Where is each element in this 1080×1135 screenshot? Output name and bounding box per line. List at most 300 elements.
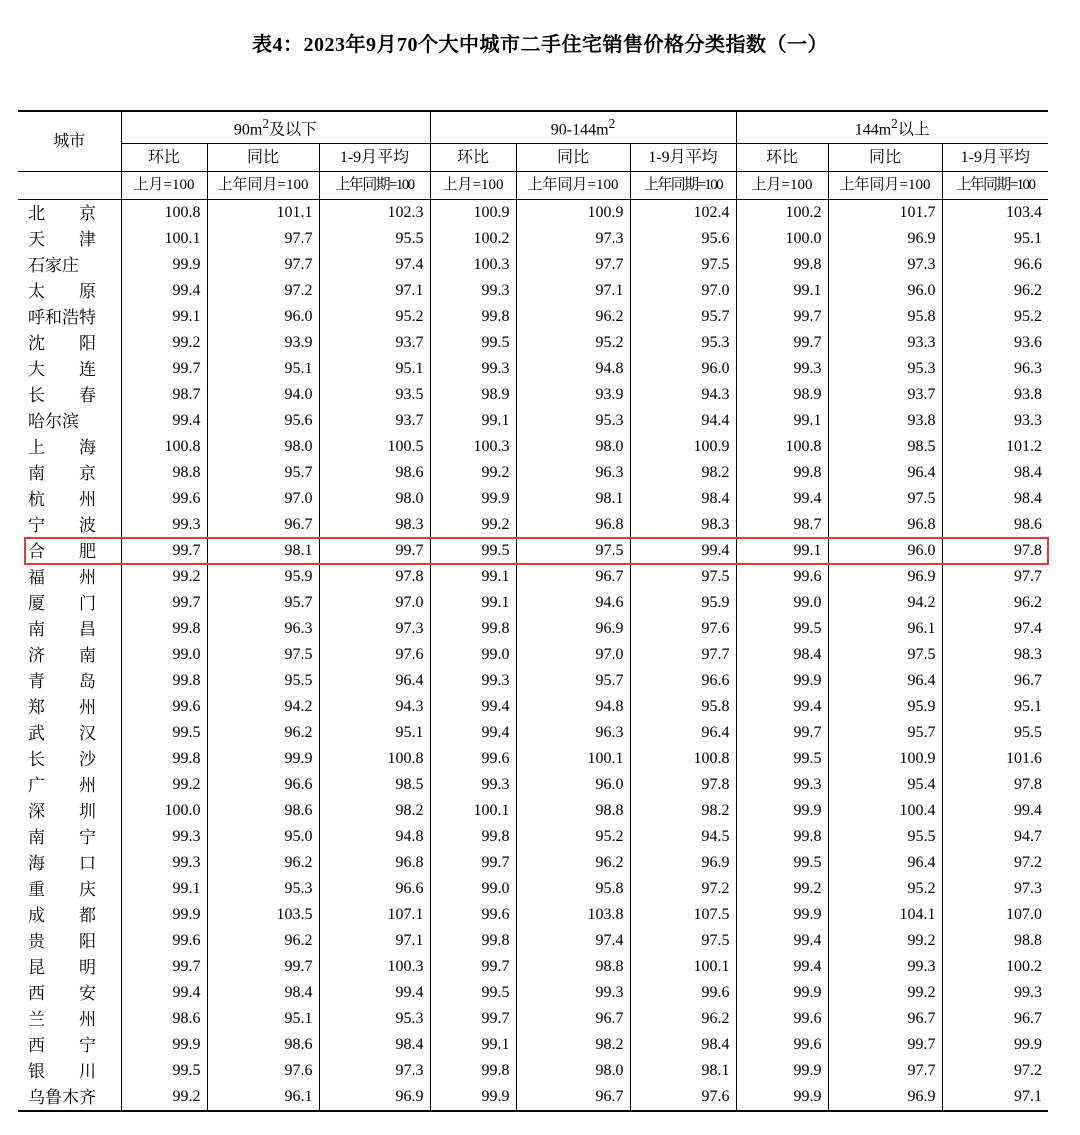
sub-header: 环比 — [736, 144, 828, 172]
value-cell: 93.5 — [319, 382, 430, 408]
value-cell: 99.3 — [430, 356, 516, 382]
value-cell: 96.9 — [516, 616, 630, 642]
value-cell: 99.2 — [828, 928, 942, 954]
sub-header: 1-9月平均 — [630, 144, 736, 172]
value-cell: 96.0 — [828, 278, 942, 304]
value-cell: 99.7 — [121, 356, 207, 382]
value-cell: 99.7 — [430, 954, 516, 980]
value-cell: 95.3 — [207, 876, 319, 902]
value-cell: 94.8 — [319, 824, 430, 850]
value-cell: 99.3 — [828, 954, 942, 980]
value-cell: 99.5 — [121, 1058, 207, 1084]
value-cell: 99.3 — [516, 980, 630, 1006]
value-cell: 95.9 — [828, 694, 942, 720]
value-cell: 99.8 — [121, 746, 207, 772]
city-header-spacer — [18, 172, 121, 200]
value-cell: 96.4 — [828, 668, 942, 694]
value-cell: 99.3 — [430, 772, 516, 798]
value-cell: 97.5 — [828, 642, 942, 668]
value-cell: 98.6 — [207, 798, 319, 824]
table-row — [18, 694, 1048, 720]
table-row — [18, 668, 1048, 694]
value-cell: 97.5 — [516, 538, 630, 564]
city-cell: 青 岛 — [28, 671, 96, 691]
value-cell: 98.4 — [942, 486, 1048, 512]
value-cell: 98.3 — [630, 512, 736, 538]
value-cell: 98.0 — [516, 1058, 630, 1084]
sub-header: 同比 — [516, 144, 630, 172]
table-row — [18, 330, 1048, 356]
table-row — [18, 356, 1048, 382]
value-cell: 99.1 — [430, 408, 516, 434]
table-row — [18, 382, 1048, 408]
value-cell: 99.3 — [121, 850, 207, 876]
value-cell: 94.3 — [319, 694, 430, 720]
value-cell: 98.2 — [319, 798, 430, 824]
value-cell: 99.1 — [121, 876, 207, 902]
sub-header: 1-9月平均 — [942, 144, 1048, 172]
value-cell: 95.1 — [319, 720, 430, 746]
price-index-table — [18, 110, 1048, 1112]
value-cell: 94.7 — [942, 824, 1048, 850]
base-header: 上年同期=100 — [319, 172, 430, 200]
value-cell: 100.9 — [516, 200, 630, 227]
city-cell: 广 州 — [28, 775, 96, 795]
value-cell: 99.4 — [736, 928, 828, 954]
value-cell: 99.5 — [430, 538, 516, 564]
value-cell: 99.3 — [736, 772, 828, 798]
table-row — [18, 512, 1048, 538]
value-cell: 100.8 — [319, 746, 430, 772]
value-cell: 96.0 — [828, 538, 942, 564]
value-cell: 96.2 — [630, 1006, 736, 1032]
value-cell: 99.3 — [430, 278, 516, 304]
value-cell: 99.1 — [736, 538, 828, 564]
value-cell: 99.5 — [121, 720, 207, 746]
value-cell: 96.7 — [207, 512, 319, 538]
table-row — [18, 850, 1048, 876]
value-cell: 96.3 — [942, 356, 1048, 382]
value-cell: 96.7 — [516, 564, 630, 590]
value-cell: 96.7 — [516, 1006, 630, 1032]
value-cell: 98.7 — [121, 382, 207, 408]
value-cell: 97.6 — [319, 642, 430, 668]
value-cell: 96.7 — [942, 1006, 1048, 1032]
value-cell: 100.3 — [430, 434, 516, 460]
value-cell: 99.7 — [207, 954, 319, 980]
city-cell: 南 宁 — [28, 827, 96, 847]
table-row-highlighted — [18, 538, 1048, 564]
value-cell: 101.1 — [207, 200, 319, 227]
value-cell: 99.9 — [736, 980, 828, 1006]
table-row — [18, 616, 1048, 642]
value-cell: 93.7 — [319, 330, 430, 356]
value-cell: 99.5 — [736, 850, 828, 876]
value-cell: 99.2 — [121, 1084, 207, 1111]
value-cell: 97.6 — [630, 616, 736, 642]
value-cell: 98.4 — [319, 1032, 430, 1058]
value-cell: 97.3 — [942, 876, 1048, 902]
value-cell: 99.4 — [319, 980, 430, 1006]
value-cell: 98.9 — [736, 382, 828, 408]
table-row — [18, 1084, 1048, 1111]
value-cell: 96.1 — [207, 1084, 319, 1111]
value-cell: 103.8 — [516, 902, 630, 928]
value-cell: 94.4 — [630, 408, 736, 434]
sub-header: 环比 — [430, 144, 516, 172]
value-cell: 97.3 — [828, 252, 942, 278]
value-cell: 98.7 — [736, 512, 828, 538]
value-cell: 99.6 — [630, 980, 736, 1006]
value-cell: 99.8 — [736, 824, 828, 850]
value-cell: 107.1 — [319, 902, 430, 928]
value-cell: 95.5 — [828, 824, 942, 850]
value-cell: 97.1 — [319, 928, 430, 954]
value-cell: 99.1 — [736, 408, 828, 434]
table-row — [18, 434, 1048, 460]
value-cell: 97.6 — [630, 1084, 736, 1111]
value-cell: 97.5 — [630, 564, 736, 590]
value-cell: 98.8 — [516, 954, 630, 980]
value-cell: 96.3 — [207, 616, 319, 642]
value-cell: 99.4 — [630, 538, 736, 564]
value-cell: 97.2 — [630, 876, 736, 902]
value-cell: 97.1 — [516, 278, 630, 304]
value-cell: 95.2 — [319, 304, 430, 330]
value-cell: 99.6 — [121, 486, 207, 512]
value-cell: 96.6 — [207, 772, 319, 798]
value-cell: 99.1 — [430, 564, 516, 590]
city-cell: 上 海 — [28, 437, 96, 457]
value-cell: 99.9 — [121, 1032, 207, 1058]
group-header-small: $90m^2$及以下 — [121, 111, 430, 144]
value-cell: 95.1 — [207, 356, 319, 382]
value-cell: 98.4 — [942, 460, 1048, 486]
value-cell: 99.9 — [942, 1032, 1048, 1058]
value-cell: 98.8 — [121, 460, 207, 486]
value-cell: 96.8 — [319, 850, 430, 876]
table-row — [18, 278, 1048, 304]
value-cell: 96.4 — [630, 720, 736, 746]
value-cell: 95.5 — [942, 720, 1048, 746]
value-cell: 99.4 — [736, 694, 828, 720]
value-cell: 100.1 — [630, 954, 736, 980]
value-cell: 99.2 — [828, 980, 942, 1006]
base-header: 上年同期=100 — [942, 172, 1048, 200]
value-cell: 97.0 — [319, 590, 430, 616]
value-cell: 99.2 — [121, 564, 207, 590]
value-cell: 99.9 — [430, 486, 516, 512]
value-cell: 99.4 — [121, 408, 207, 434]
value-cell: 98.3 — [942, 642, 1048, 668]
city-cell: 西 安 — [28, 983, 96, 1003]
group-header-large: $144m^2$以上 — [736, 111, 1048, 144]
value-cell: 99.8 — [736, 460, 828, 486]
value-cell: 98.6 — [942, 512, 1048, 538]
value-cell: 97.8 — [319, 564, 430, 590]
value-cell: 98.1 — [630, 1058, 736, 1084]
value-cell: 100.8 — [630, 746, 736, 772]
value-cell: 97.7 — [516, 252, 630, 278]
table-row — [18, 772, 1048, 798]
value-cell: 98.4 — [630, 486, 736, 512]
value-cell: 95.8 — [828, 304, 942, 330]
city-column-header: 城市 — [18, 111, 121, 172]
value-cell: 95.3 — [828, 356, 942, 382]
value-cell: 94.2 — [207, 694, 319, 720]
table-row — [18, 200, 1048, 227]
value-cell: 97.2 — [942, 1058, 1048, 1084]
table-row — [18, 304, 1048, 330]
value-cell: 96.2 — [516, 850, 630, 876]
value-cell: 96.9 — [828, 1084, 942, 1111]
value-cell: 99.4 — [121, 980, 207, 1006]
value-cell: 99.3 — [121, 824, 207, 850]
value-cell: 97.8 — [630, 772, 736, 798]
value-cell: 98.0 — [207, 434, 319, 460]
city-cell: 宁 波 — [28, 515, 96, 535]
value-cell: 96.9 — [828, 226, 942, 252]
value-cell: 99.7 — [736, 720, 828, 746]
value-cell: 100.2 — [736, 200, 828, 227]
city-cell: 长 沙 — [28, 749, 96, 769]
value-cell: 99.9 — [121, 252, 207, 278]
value-cell: 101.7 — [828, 200, 942, 227]
value-cell: 107.5 — [630, 902, 736, 928]
value-cell: 99.3 — [121, 512, 207, 538]
value-cell: 101.6 — [942, 746, 1048, 772]
value-cell: 99.1 — [736, 278, 828, 304]
city-cell: 长 春 — [28, 385, 96, 405]
value-cell: 99.9 — [736, 1084, 828, 1111]
value-cell: 93.6 — [942, 330, 1048, 356]
value-cell: 99.4 — [942, 798, 1048, 824]
value-cell: 98.4 — [630, 1032, 736, 1058]
value-cell: 96.9 — [319, 1084, 430, 1111]
base-header: 上年同月=100 — [207, 172, 319, 200]
value-cell: 94.0 — [207, 382, 319, 408]
value-cell: 97.5 — [207, 642, 319, 668]
table-body — [18, 200, 1048, 1112]
value-cell: 93.7 — [319, 408, 430, 434]
value-cell: 95.8 — [630, 694, 736, 720]
value-cell: 99.3 — [942, 980, 1048, 1006]
city-cell: 石家庄 — [28, 255, 79, 275]
table-row — [18, 902, 1048, 928]
sub-header: 1-9月平均 — [319, 144, 430, 172]
value-cell: 98.0 — [516, 434, 630, 460]
value-cell: 100.1 — [516, 746, 630, 772]
value-cell: 99.8 — [430, 616, 516, 642]
value-cell: 93.9 — [207, 330, 319, 356]
value-cell: 98.9 — [430, 382, 516, 408]
value-cell: 99.5 — [736, 746, 828, 772]
value-cell: 95.0 — [207, 824, 319, 850]
value-cell: 96.2 — [516, 304, 630, 330]
value-cell: 98.1 — [516, 486, 630, 512]
value-cell: 97.4 — [516, 928, 630, 954]
city-cell: 银 川 — [28, 1061, 96, 1081]
value-cell: 95.2 — [516, 330, 630, 356]
value-cell: 98.0 — [319, 486, 430, 512]
value-cell: 96.9 — [630, 850, 736, 876]
value-cell: 96.9 — [828, 564, 942, 590]
table-row — [18, 226, 1048, 252]
value-cell: 99.8 — [430, 304, 516, 330]
city-cell: 太 原 — [28, 281, 96, 301]
table-row — [18, 590, 1048, 616]
table-row — [18, 252, 1048, 278]
table-row — [18, 798, 1048, 824]
value-cell: 100.2 — [430, 226, 516, 252]
value-cell: 100.1 — [430, 798, 516, 824]
base-header: 上年同期=100 — [630, 172, 736, 200]
value-cell: 99.6 — [736, 1032, 828, 1058]
value-cell: 93.3 — [828, 330, 942, 356]
value-cell: 99.2 — [121, 330, 207, 356]
value-cell: 96.0 — [207, 304, 319, 330]
city-cell: 郑 州 — [28, 697, 96, 717]
value-cell: 99.9 — [736, 798, 828, 824]
value-cell: 99.4 — [736, 486, 828, 512]
value-cell: 96.4 — [828, 460, 942, 486]
value-cell: 99.5 — [430, 980, 516, 1006]
value-cell: 96.2 — [207, 928, 319, 954]
value-cell: 99.8 — [430, 1058, 516, 1084]
value-cell: 99.7 — [319, 538, 430, 564]
value-cell: 100.0 — [736, 226, 828, 252]
value-cell: 99.7 — [828, 1032, 942, 1058]
value-cell: 95.5 — [319, 226, 430, 252]
value-cell: 103.5 — [207, 902, 319, 928]
value-cell: 96.4 — [319, 668, 430, 694]
value-cell: 103.4 — [942, 200, 1048, 227]
value-cell: 97.6 — [207, 1058, 319, 1084]
table-row — [18, 1006, 1048, 1032]
value-cell: 99.1 — [430, 590, 516, 616]
value-cell: 98.8 — [516, 798, 630, 824]
table-row — [18, 642, 1048, 668]
table-row — [18, 486, 1048, 512]
value-cell: 99.8 — [121, 616, 207, 642]
value-cell: 99.5 — [736, 616, 828, 642]
value-cell: 99.4 — [430, 694, 516, 720]
value-cell: 96.7 — [828, 1006, 942, 1032]
value-cell: 99.6 — [430, 902, 516, 928]
value-cell: 99.7 — [121, 538, 207, 564]
value-cell: 100.4 — [828, 798, 942, 824]
value-cell: 98.1 — [207, 538, 319, 564]
city-cell: 昆 明 — [28, 957, 96, 977]
table-row — [18, 954, 1048, 980]
value-cell: 96.0 — [516, 772, 630, 798]
city-cell: 福 州 — [28, 567, 96, 587]
sub-header: 同比 — [207, 144, 319, 172]
value-cell: 94.6 — [516, 590, 630, 616]
value-cell: 98.8 — [942, 928, 1048, 954]
city-cell: 海 口 — [28, 853, 96, 873]
value-cell: 98.4 — [736, 642, 828, 668]
value-cell: 99.1 — [430, 1032, 516, 1058]
value-cell: 97.5 — [828, 486, 942, 512]
value-cell: 95.4 — [828, 772, 942, 798]
city-cell: 成 都 — [28, 905, 96, 925]
value-cell: 97.3 — [319, 616, 430, 642]
value-cell: 95.1 — [942, 226, 1048, 252]
value-cell: 96.4 — [828, 850, 942, 876]
city-cell: 沈 阳 — [28, 333, 96, 353]
value-cell: 95.3 — [319, 1006, 430, 1032]
value-cell: 99.9 — [207, 746, 319, 772]
value-cell: 93.7 — [828, 382, 942, 408]
value-cell: 98.5 — [319, 772, 430, 798]
value-cell: 95.7 — [516, 668, 630, 694]
city-cell: 南 京 — [28, 463, 96, 483]
value-cell: 94.2 — [828, 590, 942, 616]
table-row — [18, 824, 1048, 850]
city-cell: 大 连 — [28, 359, 96, 379]
value-cell: 97.3 — [516, 226, 630, 252]
value-cell: 99.8 — [736, 252, 828, 278]
value-cell: 99.7 — [736, 330, 828, 356]
value-cell: 99.4 — [430, 720, 516, 746]
value-cell: 99.8 — [430, 928, 516, 954]
value-cell: 98.6 — [319, 460, 430, 486]
value-cell: 96.6 — [942, 252, 1048, 278]
city-cell: 合 肥 — [28, 541, 96, 561]
value-cell: 97.5 — [630, 252, 736, 278]
city-cell: 杭 州 — [28, 489, 96, 509]
value-cell: 96.2 — [207, 850, 319, 876]
city-cell: 哈尔滨 — [28, 411, 79, 431]
value-cell: 97.5 — [630, 928, 736, 954]
value-cell: 95.3 — [516, 408, 630, 434]
value-cell: 97.7 — [630, 642, 736, 668]
value-cell: 97.4 — [942, 616, 1048, 642]
value-cell: 99.0 — [430, 642, 516, 668]
table-row — [18, 928, 1048, 954]
city-cell: 北 京 — [28, 203, 96, 223]
value-cell: 97.4 — [319, 252, 430, 278]
value-cell: 97.7 — [828, 1058, 942, 1084]
value-cell: 99.7 — [736, 304, 828, 330]
table-row — [18, 408, 1048, 434]
value-cell: 93.8 — [942, 382, 1048, 408]
base-header: 上年同月=100 — [828, 172, 942, 200]
value-cell: 99.2 — [430, 460, 516, 486]
base-header: 上月=100 — [430, 172, 516, 200]
value-cell: 99.9 — [736, 668, 828, 694]
value-cell: 101.2 — [942, 434, 1048, 460]
value-cell: 95.2 — [828, 876, 942, 902]
value-cell: 99.4 — [121, 278, 207, 304]
value-cell: 99.9 — [736, 902, 828, 928]
value-cell: 95.2 — [516, 824, 630, 850]
value-cell: 95.1 — [319, 356, 430, 382]
table-row — [18, 980, 1048, 1006]
city-cell: 重 庆 — [28, 879, 96, 899]
value-cell: 93.9 — [516, 382, 630, 408]
city-cell: 呼和浩特 — [28, 307, 96, 327]
value-cell: 98.5 — [828, 434, 942, 460]
value-cell: 95.1 — [207, 1006, 319, 1032]
value-cell: 98.6 — [121, 1006, 207, 1032]
value-cell: 99.7 — [430, 850, 516, 876]
value-cell: 100.3 — [319, 954, 430, 980]
city-cell: 兰 州 — [28, 1009, 96, 1029]
value-cell: 99.2 — [430, 512, 516, 538]
table-row — [18, 876, 1048, 902]
